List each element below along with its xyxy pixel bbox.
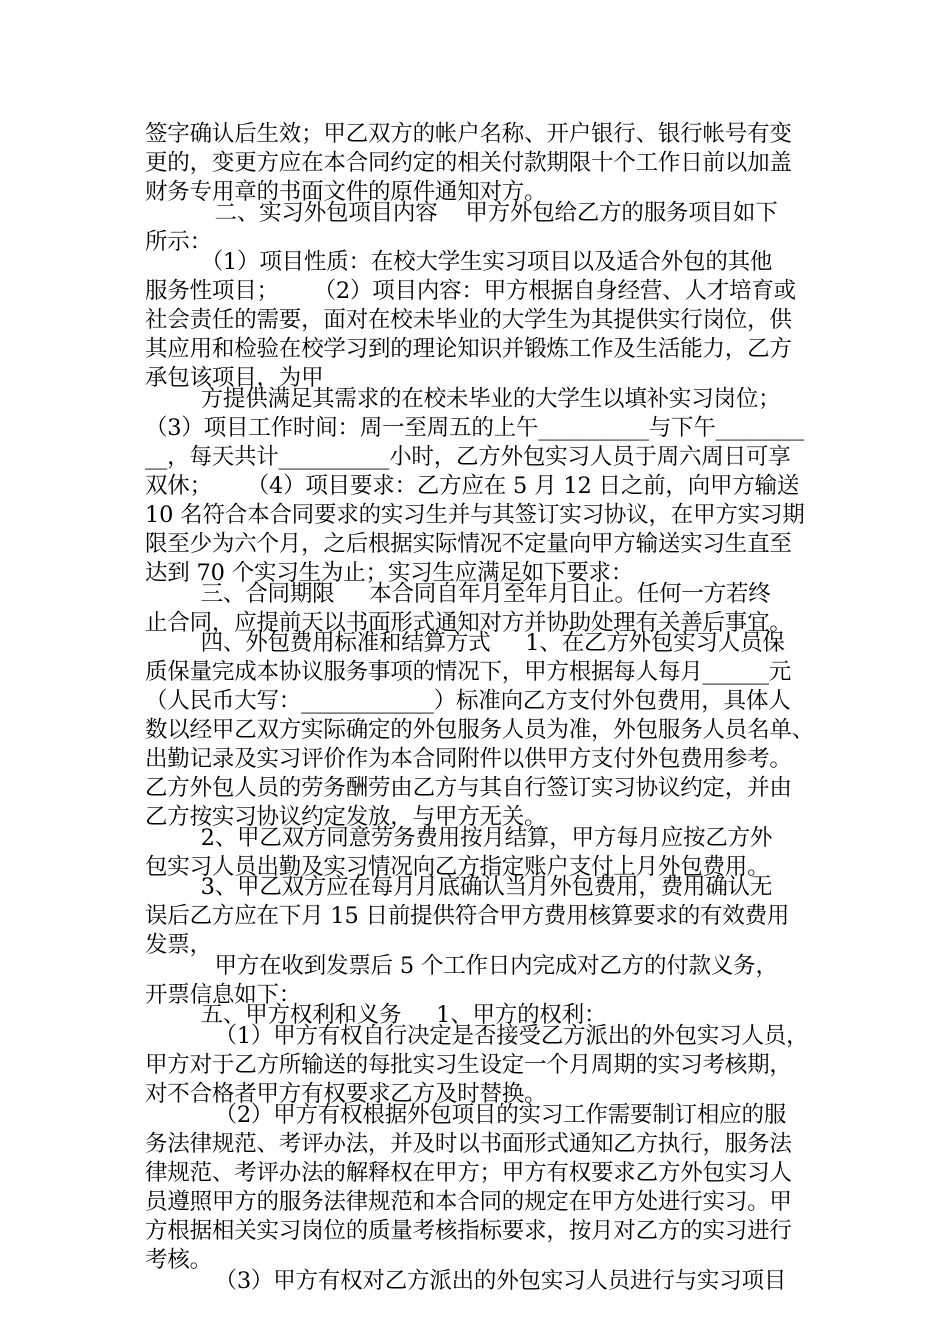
text-line: 2、甲乙双方同意劳务费用按月结算，甲方每月应按乙方外 [145,825,773,851]
text-line: （3）甲方有权对乙方派出的外包实习人员进行与实习项目 [145,1268,787,1294]
text-line: （2）甲方有权根据外包项目的实习工作需要制订相应的服 [145,1102,787,1128]
text-line: 包实习人员出勤及实习情况向乙方指定账户支付上月外包费用。 [145,854,770,880]
section-heading-line: 四、外包费用标准和结算方式 1、在乙方外包实习人员保 [145,630,785,656]
text-line: 服务性项目； （2）项目内容：甲方根据自身经营、人才培育或 [145,278,796,304]
section-heading-line: 三、合同期限 本合同自年月至年月日止。任何一方若终 [145,581,771,607]
text-line: （1）项目性质：在校大学生实习项目以及适合外包的其他 [145,249,773,275]
text-line: 发票， [145,932,212,958]
text-line: 误后乙方应在下月 15 日前提供符合甲方费用核算要求的有效费用 [145,903,790,929]
text-line: 务法律规范、考评办法，并及时以书面形式通知乙方执行，服务法 [145,1131,792,1157]
text-line: 3、甲乙双方应在每月月底确认当月外包费用，费用确认无 [145,874,773,900]
text-line: 乙方按实习协议约定发放，与甲方无关。 [145,804,547,830]
text-line: 甲方对于乙方所输送的每批实习生设定一个月周期的实习考核期， [145,1052,792,1078]
text-line: 出勤记录及实习评价作为本合同附件以供甲方支付外包费用参考。 [145,746,792,772]
text-line: 止合同，应提前天以书面形式通知对方并协助处理有关善后事宜。 [145,610,792,636]
text-line: 承包该项目，为甲 [145,365,324,391]
text-line: 数以经甲乙双方实际确定的外包服务人员为准，外包服务人员名单、 [145,717,815,743]
text-line: 对不合格者甲方有权要求乙方及时替换。 [145,1081,547,1107]
text-line: 10 名符合本合同要求的实习生并与其签订实习协议，在甲方实习期 [145,502,805,528]
text-line: 签字确认后生效；甲乙双方的帐户名称、开户银行、银行帐号有变 [145,121,792,147]
text-line: 律规范、考评办法的解释权在甲方；甲方有权要求乙方外包实习人 [145,1160,792,1186]
text-line: 方提供满足其需求的在校未毕业的大学生以填补实习岗位； [145,386,781,412]
text-line: 财务专用章的书面文件的原件通知对方。 [145,179,547,205]
text-line: 开票信息如下： [145,982,302,1008]
text-line: 员遵照甲方的服务法律规范和本合同的规定在甲方处进行实习。甲 [145,1189,792,1215]
text-line: 所示： [145,229,212,255]
text-line: 方根据相关实习岗位的质量考核指标要求，按月对乙方的实习进行 [145,1218,792,1244]
text-line: 双休； （4）项目要求：乙方应在 5 月 12 日之前，向甲方输送 [145,473,800,499]
text-line: 考核。 [145,1247,212,1273]
section-heading-line: 二、实习外包项目内容 甲方外包给乙方的服务项目如下 [145,200,778,226]
text-line: 乙方外包人员的劳务酬劳由乙方与其自行签订实习协议约定，并由 [145,775,792,801]
text-line: 质保量完成本协议服务事项的情况下，甲方根据每人每月______元 [145,659,792,685]
text-line: 社会责任的需要，面对在校未毕业的大学生为其提供实行岗位，供 [145,307,792,333]
text-line: 更的，变更方应在本合同约定的相关付款期限十个工作日前以加盖 [145,150,792,176]
text-line: __，每天共计__________小时，乙方外包实习人员于周六周日可享 [145,444,791,470]
text-line: 限至少为六个月，之后根据实际情况不定量向甲方输送实习生直至 [145,531,792,557]
text-line: 达到 70 个实习生为止；实习生应满足如下要求： [145,560,634,586]
text-line: 甲方在收到发票后 5 个工作日内完成对乙方的付款义务， [145,953,778,979]
text-line: 其应用和检验在校学习到的理论知识并锻炼工作及生活能力，乙方 [145,336,792,362]
text-line: （人民币大写：____________）标准向乙方支付外包费用，具体人 [145,688,791,714]
text-line: （3）项目工作时间：周一至周五的上午__________与下午________ [145,415,805,441]
text-line: （1）甲方有权自行决定是否接受乙方派出的外包实习人员， [145,1023,809,1049]
section-heading-line: 五、甲方权利和义务 1、甲方的权利： [145,1002,607,1028]
